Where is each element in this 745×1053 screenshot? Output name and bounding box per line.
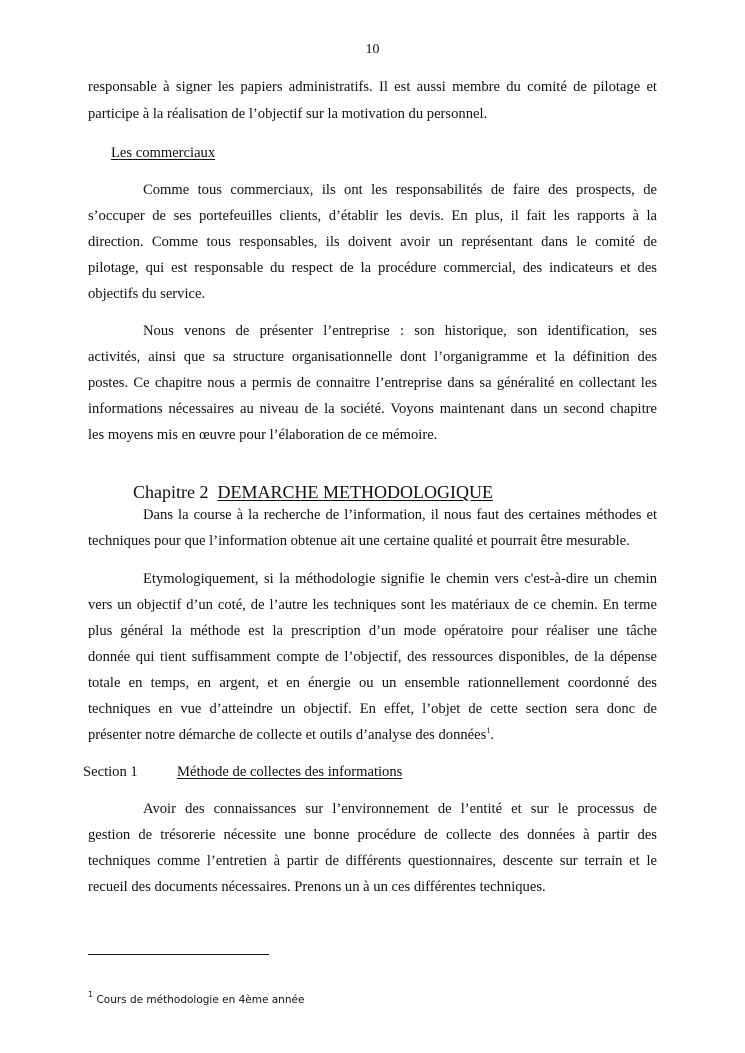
footnote-text: Cours de méthodologie en 4ème année xyxy=(96,994,305,1006)
paragraph-line: participe à la réalisation de l’objectif sur la motivation du personnel. xyxy=(88,106,488,122)
footnote-number: 1 xyxy=(88,990,94,999)
section-title: Méthode de collectes des informations xyxy=(177,764,403,780)
paragraph-line: les moyens mis en œuvre pour l’élaboration de ce mémoire. xyxy=(88,427,438,443)
paragraph-line: techniques pour que l’information obtenue ait une certaine qualité et pourrait être mesurable. xyxy=(88,533,630,549)
paragraph-line: Nous venons de présenter l’entreprise : son historique, son identification, ses xyxy=(143,323,657,339)
paragraph-line-with-footnote: présenter notre démarche de collecte et outils d’analyse des données$^1$. xyxy=(88,726,494,743)
paragraph-line: activités, ainsi que sa structure organisationnelle dont l’organigramme et la définition des xyxy=(88,349,657,365)
paragraph-line: vers un objectif d’un coté, de l’autre les techniques sont les matériaux de ce chemin. En terme xyxy=(88,597,657,613)
footnote xyxy=(88,992,304,1008)
paragraph-line: responsable à signer les papiers administratifs. Il est aussi membre du comité de pilotage et xyxy=(88,79,657,95)
paragraph-line: techniques en vue d’atteindre un objectif. En effet, l’objet de cette section sera donc de xyxy=(88,701,657,717)
paragraph-line: plus général la méthode est la prescription d’un mode opératoire pour réaliser une tâche xyxy=(88,623,657,639)
paragraph-line: Dans la course à la recherche de l’information, il nous faut des certaines méthodes et xyxy=(143,507,657,523)
paragraph-line: pilotage, qui est responsable du respect de la procédure commercial, des indicateurs et des xyxy=(88,260,657,276)
paragraph-line: direction. Comme tous responsables, ils doivent avoir un représentant dans le comité de xyxy=(88,234,657,250)
paragraph-text: présenter notre démarche de collecte et outils d’analyse des données xyxy=(88,727,487,743)
paragraph-line: gestion de trésorerie nécessite une bonne procédure de collecte des données à partir des xyxy=(88,827,657,843)
paragraph-line: Comme tous commerciaux, ils ont les responsabilités de faire des prospects, de xyxy=(143,182,657,198)
paragraph-line: objectifs du service. xyxy=(88,286,206,302)
page-number: 10 xyxy=(365,42,380,57)
paragraph-line: recueil des documents nécessaires. Prenons un à un ces différentes techniques. xyxy=(88,879,546,895)
subheading-commerciaux: Les commerciaux xyxy=(111,145,216,161)
paragraph-line: donnée qui tient suffisamment compte de l’objectif, des ressources disponibles, de la dépense xyxy=(88,649,657,665)
paragraph-line: totale en temps, en argent, et en énergie ou un ensemble rationnellement coordonné des xyxy=(88,675,657,691)
section-label: Section 1 xyxy=(83,764,138,780)
chapter-heading xyxy=(133,481,493,503)
paragraph-line: s’occuper de ses portefeuilles clients, d’établir les devis. En plus, il fait les rapports à la xyxy=(88,208,657,224)
paragraph-line: informations nécessaires au niveau de la société. Voyons maintenant dans un second chapitre xyxy=(88,401,657,417)
paragraph-line: techniques comme l’entretien à partir de différents questionnaires, descente sur terrain et le xyxy=(88,853,657,869)
paragraph-line: Avoir des connaissances sur l’environnement de l’entité et sur le processus de xyxy=(143,801,657,817)
paragraph-line: Etymologiquement, si la méthodologie signifie le chemin vers c'est-à-dire un chemin xyxy=(143,571,657,587)
chapter-title: DEMARCHE METHODOLOGIQUE xyxy=(217,482,493,502)
footnote-separator xyxy=(88,954,269,955)
footnote-reference[interactable]: 1 xyxy=(486,726,491,735)
chapter-label: Chapitre 2 xyxy=(133,482,209,502)
paragraph-line: postes. Ce chapitre nous a permis de connaitre l’entreprise dans sa généralité en collectant les xyxy=(88,375,657,391)
